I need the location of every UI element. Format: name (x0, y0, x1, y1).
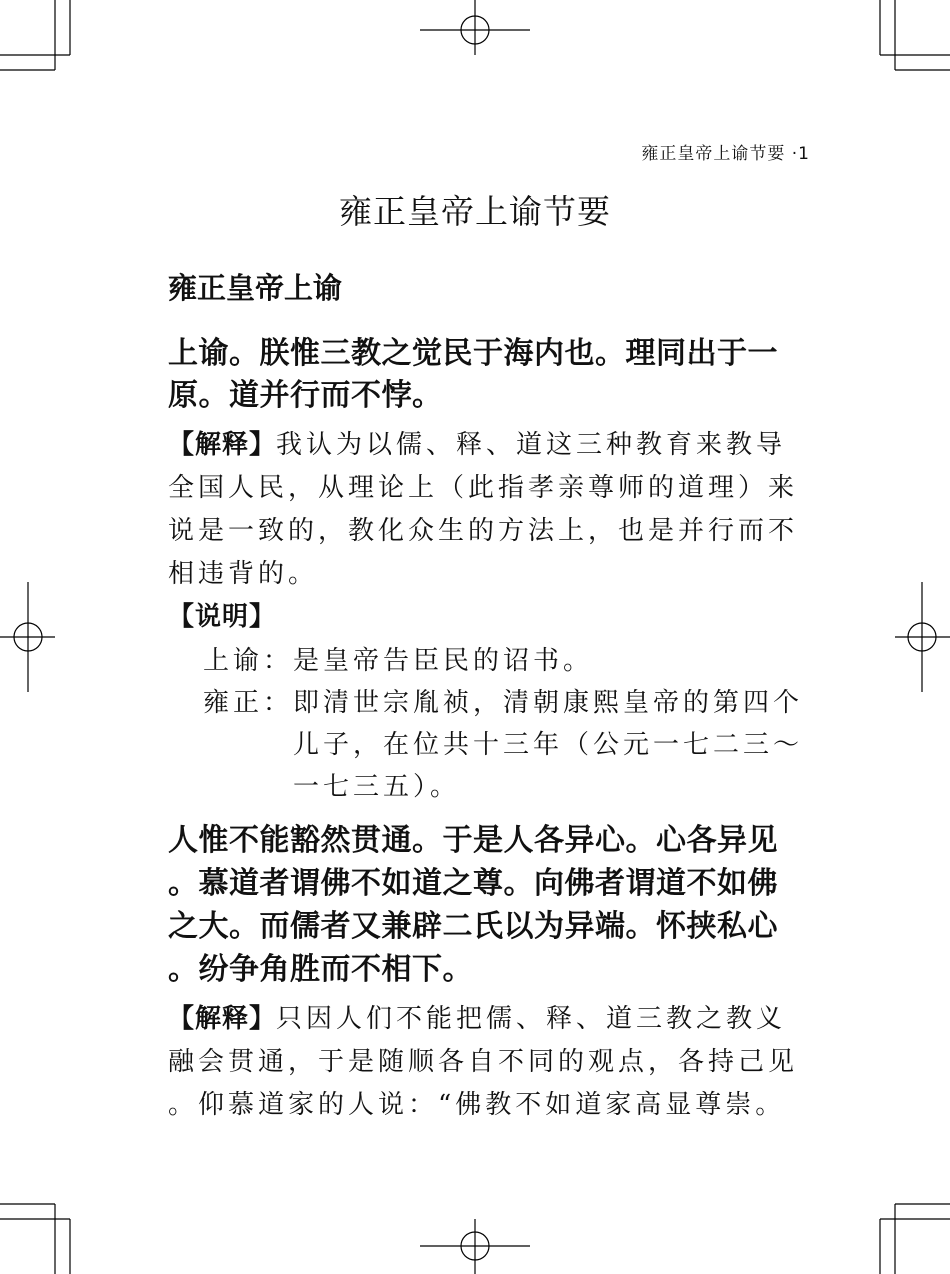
explanation-line: 。仰慕道家的人说：“佛教不如道家高显尊崇。 (168, 1090, 786, 1120)
note-continuation: 儿子，在位共十三年（公元一七二三～ (293, 730, 804, 760)
explanation-line: 全国人民，从理论上（此指孝亲尊师的道理）来 (168, 473, 799, 503)
explanation-line: 【解释】我认为以儒、释、道这三种教育来教导 (168, 430, 787, 460)
running-header: 雍正皇帝上谕节要 ·1 (641, 144, 810, 164)
explanation-label: 【解释】 (168, 430, 277, 460)
explanation-label: 【解释】 (168, 1004, 277, 1034)
section-heading: 雍正皇帝上谕 (168, 271, 343, 305)
note-continuation: 一七三五）。 (293, 772, 461, 802)
page-title: 雍正皇帝上谕节要 (339, 192, 611, 231)
notes-label: 【说明】 (168, 602, 277, 632)
passage-line: 上谕。朕惟三教之觉民于海内也。理同出于一 (168, 336, 778, 371)
passage-line: 之大。而儒者又兼辟二氏以为异端。怀挟私心 (168, 909, 778, 944)
passage-line: 原。道并行而不悖。 (168, 378, 443, 413)
note-term: 雍正： (203, 688, 294, 718)
note-term: 上谕： (203, 646, 294, 676)
explanation-line: 融会贯通，于是随顺各自不同的观点，各持己见 (168, 1047, 799, 1077)
explanation-line: 说是一致的，教化众生的方法上，也是并行而不 (168, 516, 799, 546)
note-item: 雍正：即清世宗胤祯，清朝康熙皇帝的第四个 (203, 688, 804, 718)
passage-line: 。纷争角胜而不相下。 (168, 952, 473, 987)
note-item: 上谕：是皇帝告臣民的诏书。 (203, 646, 594, 676)
passage-line: 人惟不能豁然贯通。于是人各异心。心各异见 (168, 823, 778, 858)
explanation-line: 相违背的。 (168, 559, 319, 589)
passage-line: 。慕道者谓佛不如道之尊。向佛者谓道不如佛 (168, 866, 778, 901)
explanation-line: 【解释】只因人们不能把儒、释、道三教之教义 (168, 1004, 787, 1034)
